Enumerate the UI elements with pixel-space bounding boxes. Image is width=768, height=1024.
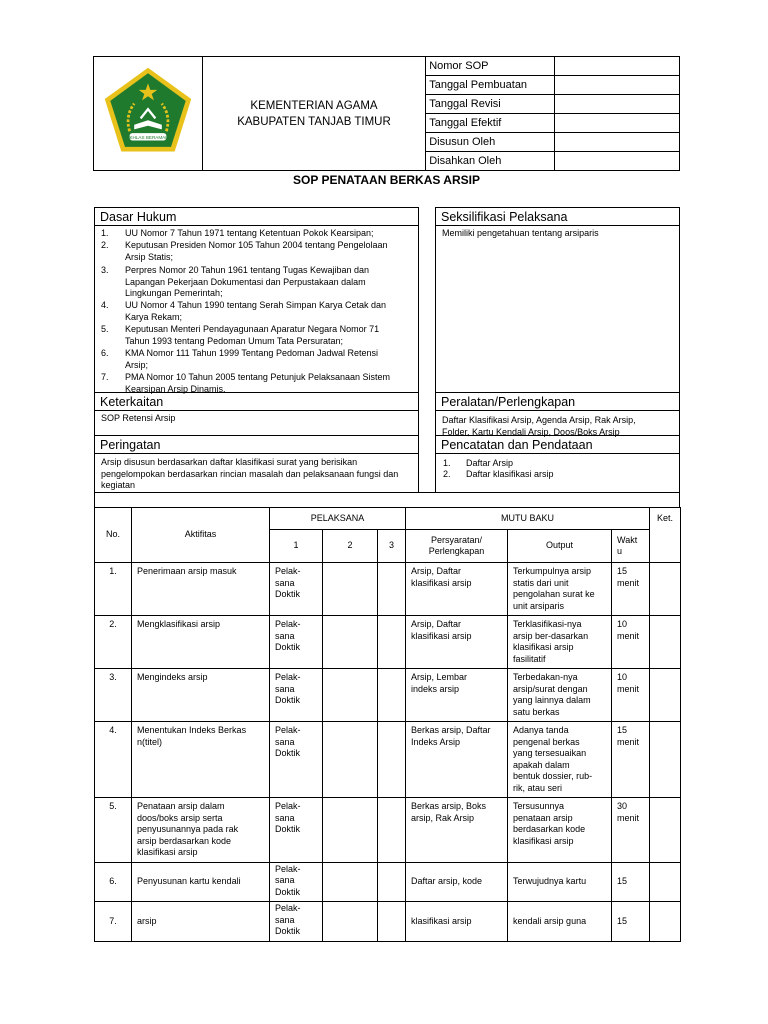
row-aktifitas: Menentukan Indeks Berkas n(titel) bbox=[132, 722, 270, 798]
list-item-num: 1. bbox=[101, 228, 109, 238]
row-ket bbox=[650, 902, 681, 942]
row-persyaratan: Arsip, Daftar klasifikasi arsip bbox=[406, 563, 508, 616]
row-ket bbox=[650, 616, 681, 669]
row-pelaksana-2 bbox=[323, 862, 378, 902]
pencatatan-heading-box bbox=[435, 435, 680, 454]
logo-cell bbox=[94, 57, 203, 171]
row-aktifitas: arsip bbox=[132, 902, 270, 942]
meta-label-tanggal-pembuatan: Tanggal Pembuatan bbox=[426, 76, 555, 95]
list-item-num: 5. bbox=[101, 324, 109, 334]
kualifikasi-heading: Seksilifikasi Pelaksana bbox=[441, 210, 568, 224]
list-item: Keputusan Presiden Nomor 105 Tahun 2004 tentang Pengelolaan Arsip Statis; bbox=[125, 240, 388, 262]
row-waktu: 15 bbox=[612, 902, 650, 942]
document-title: SOP PENATAAN BERKAS ARSIP bbox=[293, 173, 480, 187]
peringatan-body bbox=[94, 453, 419, 493]
list-item: Daftar klasifikasi arsip bbox=[466, 469, 554, 479]
list-item: Daftar Arsip bbox=[466, 458, 514, 468]
meta-label-tanggal-efektif: Tanggal Efektif bbox=[426, 114, 555, 133]
pencatatan-body bbox=[435, 453, 680, 493]
row-output: Terklasifikasi-nya arsip ber-dasarkan klasifikasi arsip fasilitatif bbox=[508, 616, 612, 669]
table-row bbox=[95, 669, 681, 722]
row-pelaksana-3 bbox=[378, 798, 406, 863]
table-row bbox=[95, 616, 681, 669]
header-no: No. bbox=[95, 508, 132, 563]
table-row bbox=[95, 862, 681, 902]
row-pelaksana: Pelak- sana Doktik bbox=[270, 798, 323, 863]
keterkaitan-heading: Keterkaitan bbox=[100, 395, 164, 409]
list-item-num: 1. bbox=[443, 458, 451, 468]
header-pelaksana: PELAKSANA bbox=[270, 508, 406, 530]
kualifikasi-body bbox=[435, 225, 680, 393]
row-no: 1. bbox=[95, 563, 132, 616]
list-item: Keputusan Menteri Pendayagunaan Aparatur Negara Nomor 71 Tahun 1993 tentang Pedoman Umum Tata Persuratan; bbox=[125, 324, 380, 346]
row-aktifitas: Mengklasifikasi arsip bbox=[132, 616, 270, 669]
meta-label-disusun-oleh: Disusun Oleh bbox=[426, 133, 555, 152]
row-aktifitas: Penataan arsip dalam doos/boks arsip serta penyusunannya pada rak arsip berdasarkan kode klasifikasi arsip bbox=[132, 798, 270, 863]
list-item: PMA Nomor 10 Tahun 2005 tentang Petunjuk Pelaksanaan Sistem Kearsipan Arsip Dinamis. bbox=[125, 372, 391, 394]
meta-value-tanggal-revisi[interactable] bbox=[555, 95, 680, 114]
row-ket bbox=[650, 722, 681, 798]
row-pelaksana-3 bbox=[378, 563, 406, 616]
org-line1: KEMENTERIAN AGAMA bbox=[250, 99, 378, 112]
header-persyaratan: Persyaratan/ Perlengkapan bbox=[406, 530, 508, 563]
row-output: Adanya tanda pengenal berkas yang tersesuaikan apakah dalam bentuk dossier, rub- rik, atau seri bbox=[508, 722, 612, 798]
row-ket bbox=[650, 798, 681, 863]
list-item-num: 2. bbox=[443, 469, 451, 479]
logo-text: IKHLAS BERAMAL bbox=[128, 135, 168, 141]
row-pelaksana-3 bbox=[378, 902, 406, 942]
row-pelaksana-2 bbox=[323, 669, 378, 722]
spacer-row bbox=[94, 492, 680, 508]
meta-value-disahkan-oleh[interactable] bbox=[555, 152, 680, 171]
header-table bbox=[93, 56, 680, 171]
row-persyaratan: klasifikasi arsip bbox=[406, 902, 508, 942]
row-pelaksana-2 bbox=[323, 563, 378, 616]
table-row bbox=[95, 722, 681, 798]
row-no: 5. bbox=[95, 798, 132, 863]
organization-name bbox=[202, 57, 425, 171]
list-item: Perpres Nomor 20 Tahun 1961 tentang Tugas Kewajiban dan Lapangan Pekerjaan Dokumentasi dan Perpustakaan dalam Lingkungan Pemerintah; bbox=[125, 265, 370, 298]
row-pelaksana: Pelak- sana Doktik bbox=[270, 563, 323, 616]
peringatan-heading: Peringatan bbox=[100, 438, 161, 452]
peringatan-heading-box bbox=[94, 435, 419, 454]
header-mutu-baku: MUTU BAKU bbox=[406, 508, 650, 530]
row-aktifitas: Penerimaan arsip masuk bbox=[132, 563, 270, 616]
row-ket bbox=[650, 563, 681, 616]
row-ket bbox=[650, 862, 681, 902]
row-persyaratan: Arsip, Lembar indeks arsip bbox=[406, 669, 508, 722]
row-pelaksana: Pelak- sana Doktik bbox=[270, 862, 323, 902]
row-no: 7. bbox=[95, 902, 132, 942]
list-item-num: 4. bbox=[101, 300, 109, 310]
row-pelaksana-3 bbox=[378, 722, 406, 798]
row-aktifitas: Penyusunan kartu kendali bbox=[132, 862, 270, 902]
meta-label-disahkan-oleh: Disahkan Oleh bbox=[426, 152, 555, 171]
row-pelaksana-3 bbox=[378, 616, 406, 669]
row-pelaksana-2 bbox=[323, 722, 378, 798]
row-pelaksana-2 bbox=[323, 798, 378, 863]
meta-value-nomor-sop[interactable] bbox=[555, 57, 680, 76]
list-item: UU Nomor 7 Tahun 1971 tentang Ketentuan Pokok Kearsipan; bbox=[125, 228, 374, 238]
header-pelaksana-2: 2 bbox=[323, 530, 378, 563]
pencatatan-heading: Pencatatan dan Pendataan bbox=[441, 438, 593, 452]
list-item-num: 2. bbox=[101, 240, 109, 250]
meta-value-tanggal-efektif[interactable] bbox=[555, 114, 680, 133]
row-pelaksana-2 bbox=[323, 902, 378, 942]
row-no: 3. bbox=[95, 669, 132, 722]
header-aktifitas: Aktifitas bbox=[132, 508, 270, 563]
keterkaitan-text: SOP Retensi Arsip bbox=[101, 413, 176, 423]
row-output: Terbedakan-nya arsip/surat dengan yang lainnya dalam satu berkas bbox=[508, 669, 612, 722]
row-no: 6. bbox=[95, 862, 132, 902]
row-pelaksana-3 bbox=[378, 862, 406, 902]
row-output: kendali arsip guna bbox=[508, 902, 612, 942]
activity-table bbox=[94, 507, 681, 942]
peralatan-text: Daftar Klasifikasi Arsip, Agenda Arsip, Rak Arsip, Folder, Kartu Kendali Arsip, Doos/Boks Arsip bbox=[442, 415, 636, 437]
org-line2: KABUPATEN TANJAB TIMUR bbox=[237, 115, 391, 128]
row-persyaratan: Arsip, Daftar klasifikasi arsip bbox=[406, 616, 508, 669]
row-no: 2. bbox=[95, 616, 132, 669]
row-waktu: 15 bbox=[612, 862, 650, 902]
list-item: UU Nomor 4 Tahun 1990 tentang Serah Simpan Karya Cetak dan Karya Rekam; bbox=[125, 300, 386, 322]
row-output: Terwujudnya kartu bbox=[508, 862, 612, 902]
meta-value-disusun-oleh[interactable] bbox=[555, 133, 680, 152]
row-pelaksana: Pelak- sana Doktik bbox=[270, 616, 323, 669]
row-pelaksana: Pelak- sana Doktik bbox=[270, 902, 323, 942]
dasar-hukum-heading-box bbox=[94, 207, 419, 226]
kemenag-logo-icon bbox=[102, 65, 194, 157]
row-persyaratan: Daftar arsip, kode bbox=[406, 862, 508, 902]
row-no: 4. bbox=[95, 722, 132, 798]
row-output: Tersusunnya penataan arsip berdasarkan kode klasifikasi arsip bbox=[508, 798, 612, 863]
row-waktu: 30 menit bbox=[612, 798, 650, 863]
row-pelaksana-2 bbox=[323, 616, 378, 669]
header-pelaksana-3: 3 bbox=[378, 530, 406, 563]
table-row bbox=[95, 563, 681, 616]
header-output: Output bbox=[508, 530, 612, 563]
row-aktifitas: Mengindeks arsip bbox=[132, 669, 270, 722]
header-ket: Ket. bbox=[650, 508, 681, 563]
row-waktu: 10 menit bbox=[612, 616, 650, 669]
peralatan-heading: Peralatan/Perlengkapan bbox=[441, 395, 576, 409]
meta-label-tanggal-revisi: Tanggal Revisi bbox=[426, 95, 555, 114]
keterkaitan-body bbox=[94, 410, 419, 436]
keterkaitan-heading-box bbox=[94, 392, 419, 411]
peringatan-text: Arsip disusun berdasarkan daftar klasifikasi surat yang berisikan pengelompokan berdasarkan rincian masalah dan pelaksanaan fungsi dan kegiatan bbox=[101, 457, 399, 490]
table-row bbox=[95, 798, 681, 863]
peralatan-body bbox=[435, 410, 680, 436]
dasar-hukum-list bbox=[94, 225, 419, 393]
header-waktu: Wakt u bbox=[612, 530, 650, 563]
row-persyaratan: Berkas arsip, Daftar Indeks Arsip bbox=[406, 722, 508, 798]
row-pelaksana: Pelak- sana Doktik bbox=[270, 669, 323, 722]
row-ket bbox=[650, 669, 681, 722]
table-row bbox=[95, 902, 681, 942]
dasar-hukum-heading: Dasar Hukum bbox=[100, 210, 177, 224]
header-pelaksana-1: 1 bbox=[270, 530, 323, 563]
list-item-num: 3. bbox=[101, 265, 109, 275]
list-item-num: 7. bbox=[101, 372, 109, 382]
row-output: Terkumpulnya arsip statis dari unit pengolahan surat ke unit arsiparis bbox=[508, 563, 612, 616]
list-item-num: 6. bbox=[101, 348, 109, 358]
kualifikasi-heading-box bbox=[435, 207, 680, 226]
list-item: KMA Nomor 111 Tahun 1999 Tentang Pedoman Jadwal Retensi Arsip; bbox=[125, 348, 378, 370]
row-waktu: 15 menit bbox=[612, 722, 650, 798]
row-persyaratan: Berkas arsip, Boks arsip, Rak Arsip bbox=[406, 798, 508, 863]
row-waktu: 10 menit bbox=[612, 669, 650, 722]
peralatan-heading-box bbox=[435, 392, 680, 411]
row-pelaksana-3 bbox=[378, 669, 406, 722]
meta-label-nomor-sop: Nomor SOP bbox=[426, 57, 555, 76]
row-pelaksana: Pelak- sana Doktik bbox=[270, 722, 323, 798]
row-waktu: 15 menit bbox=[612, 563, 650, 616]
meta-value-tanggal-pembuatan[interactable] bbox=[555, 76, 680, 95]
kualifikasi-text: Memiliki pengetahuan tentang arsiparis bbox=[442, 228, 599, 238]
